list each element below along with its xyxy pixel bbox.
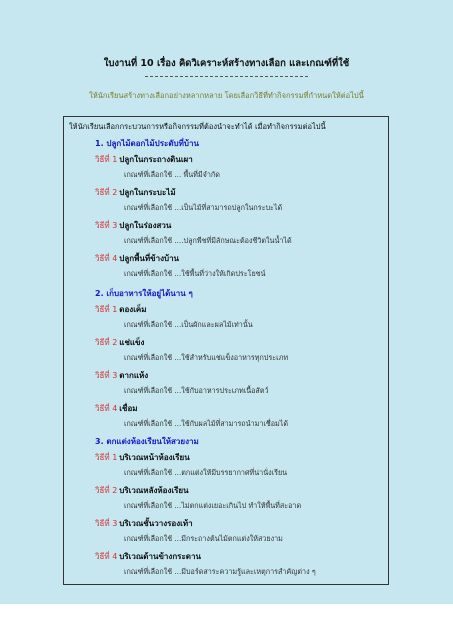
method-row — [95, 517, 193, 530]
method-number: วิธีที่ 2 — [95, 338, 118, 347]
method-criteria: เกณฑ์ที่เลือกใช้ ...เป็นผักและผลไม้เท่านั้น — [124, 320, 253, 329]
method-criteria: เกณฑ์ที่เลือกใช้ ...ไม่ตกแต่งเยอะเกินไป ทำให้พื้นที่สะอาด — [124, 501, 302, 510]
method-row — [95, 369, 148, 382]
method-number: วิธีที่ 4 — [95, 254, 118, 263]
method-number: วิธีที่ 1 — [95, 453, 118, 462]
method-name: ตากแห้ง — [119, 371, 149, 380]
content-box — [63, 116, 389, 585]
method-number: วิธีที่ 4 — [95, 404, 118, 413]
method-name: ปลูกพื้นที่ข้างบ้าน — [119, 254, 180, 263]
method-row — [95, 402, 138, 415]
method-name: ปลูกในกระบะไม้ — [119, 188, 176, 197]
method-row — [95, 186, 176, 199]
method-number: วิธีที่ 1 — [95, 155, 118, 164]
method-criteria: เกณฑ์ที่เลือกใช้ ...ใช้สำหรับแช่แข็งอาหารทุกประเภท — [124, 353, 289, 362]
method-criteria: เกณฑ์ที่เลือกใช้ ...ใช้พื้นที่ว่างให้เกิดประโยชน์ — [124, 269, 266, 278]
method-number: วิธีที่ 2 — [95, 188, 118, 197]
method-number: วิธีที่ 4 — [95, 552, 118, 561]
method-name: บริเวณหน้าห้องเรียน — [119, 453, 190, 462]
method-name: บริเวณด้านข้างกระดาน — [119, 552, 201, 561]
method-name: ดองเค็ม — [119, 305, 147, 314]
section-title: 2. เก็บอาหารให้อยู่ได้นาน ๆ — [95, 289, 193, 298]
method-row — [95, 484, 189, 497]
method-name: บริเวณชั้นวางรองเท้า — [119, 519, 193, 528]
method-row — [95, 550, 201, 563]
method-row — [95, 303, 147, 316]
method-criteria: เกณฑ์ที่เลือกใช้ ...มีบอร์ดสาระความรู้และเหตุการสำคัญต่าง ๆ — [124, 567, 316, 576]
method-criteria: เกณฑ์ที่เลือกใช้ ...มีกระถางต้นไม้ตกแต่งให้สวยงาม — [124, 534, 283, 543]
worksheet-instruction: ให้นักเรียนสร้างทางเลือกอย่างหลากหลาย โดยเลือกวิธีที่ทำกิจกรรมที่กำหนดให้ต่อไปนี้ — [89, 91, 364, 100]
method-criteria: เกณฑ์ที่เลือกใช้ ....ปลูกพืชที่มีลักษณะต้องชีวิตในน้ำได้ — [124, 236, 292, 245]
method-row — [95, 451, 190, 464]
method-number: วิธีที่ 3 — [95, 221, 118, 230]
method-number: วิธีที่ 3 — [95, 371, 118, 380]
section-title: 1. ปลูกไม้ดอกไม้ประดับที่บ้าน — [95, 139, 199, 148]
method-name: บริเวณหลังห้องเรียน — [119, 486, 189, 495]
method-criteria: เกณฑ์ที่เลือกใช้ ...ใช้กับผลไม้ที่สามารถนำมาเชื่อมได้ — [124, 419, 289, 428]
method-row — [95, 153, 193, 166]
method-number: วิธีที่ 1 — [95, 305, 118, 314]
section-title: 3. ตกแต่งห้องเรียนให้สวยงาม — [95, 437, 199, 446]
box-intro: ให้นักเรียนเลือกกระบวนการหรือกิจกรรมที่ต้องนำจะทำได้ เมื่อทำกิจกรรมต่อไปนี้ — [69, 122, 326, 131]
method-row — [95, 336, 144, 349]
method-name: ปลูกในกระถางดินเผา — [119, 155, 193, 164]
method-name: แช่แข็ง — [119, 338, 145, 347]
worksheet-title: ใบงานที่ 10 เรื่อง คิดวิเคราะห์สร้างทางเลือก และเกณฑ์ที่ใช้ — [103, 58, 350, 69]
method-name: เชื่อม — [119, 404, 138, 413]
method-number: วิธีที่ 2 — [95, 486, 118, 495]
method-criteria: เกณฑ์ที่เลือกใช้ ... พื้นที่มีจำกัด — [124, 170, 220, 179]
method-name: ปลูกในร่องสวน — [119, 221, 172, 230]
method-number: วิธีที่ 3 — [95, 519, 118, 528]
method-criteria: เกณฑ์ที่เลือกใช้ ...ตกแต่งให้มีบรรยากาศที่น่านั่งเรียน — [124, 468, 288, 477]
method-row — [95, 252, 179, 265]
title-divider — [145, 76, 308, 77]
method-criteria: เกณฑ์ที่เลือกใช้ ...เป็นไม้ที่สามารถปลูกในกระบะได้ — [124, 203, 283, 212]
method-row — [95, 219, 171, 232]
method-criteria: เกณฑ์ที่เลือกใช้ ...ใช้กับอาหารประเภทเนื้อสัตว์ — [124, 386, 269, 395]
